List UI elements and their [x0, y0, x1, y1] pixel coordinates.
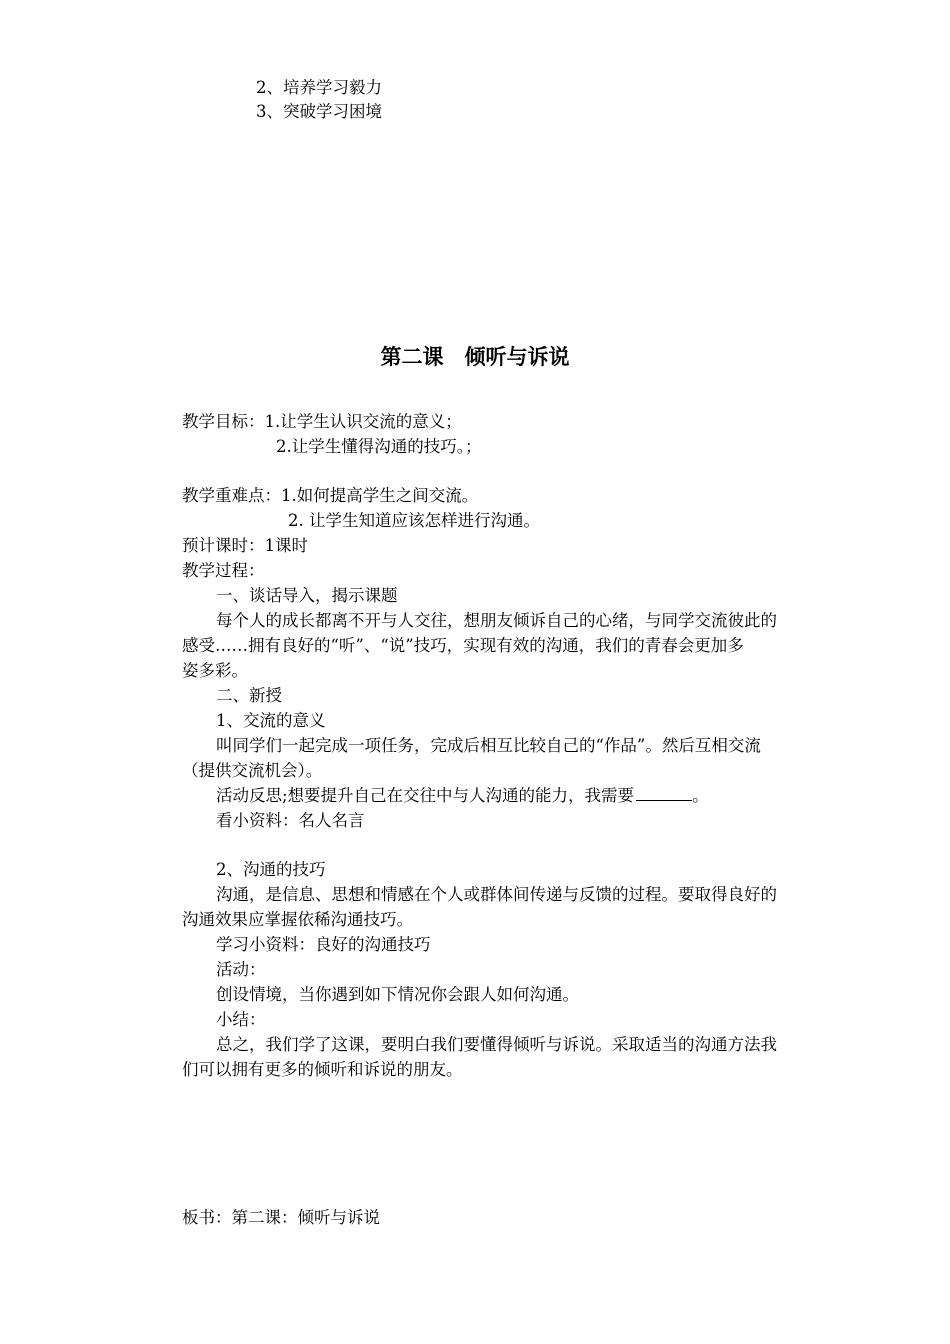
- paragraph-line: 叫同学们一起完成一项任务，完成后相互比较自己的“作品”。然后互相交流: [216, 736, 761, 755]
- lesson-title: 第二课 倾听与诉说: [380, 345, 570, 369]
- summary-label: 小结：: [216, 1010, 266, 1029]
- goals-label: [182, 410, 462, 434]
- paragraph-line: 感受……拥有良好的“听”、“说”技巧，实现有效的沟通，我们的青春会更加多: [182, 636, 744, 655]
- activity-label: 活动：: [216, 960, 266, 979]
- paragraph-line: 姿多彩。: [182, 661, 248, 680]
- paragraph-line: 总之，我们学了这课，要明白我们要懂得倾听与诉说。采取适当的沟通方法我: [216, 1035, 777, 1054]
- subsection-heading: 1、交流的意义: [216, 711, 326, 730]
- key-point-item: 2. 让学生知道应该怎样进行沟通。: [288, 511, 540, 530]
- fill-in-blank: [636, 784, 692, 801]
- section-heading: 一、谈话导入，揭示课题: [216, 586, 398, 605]
- scenario-line: 创设情境，当你遇到如下情况你会跟人如何沟通。: [216, 985, 579, 1004]
- duration: 预计课时：1课时: [182, 536, 308, 555]
- subsection-heading: 2、沟通的技巧: [216, 860, 326, 879]
- goal-item: 1.让学生认识交流的意义；: [264, 412, 462, 431]
- list-item: 2、培养学习毅力: [256, 78, 382, 97]
- paragraph-line: 沟通效果应掌握依稀沟通技巧。: [182, 910, 413, 929]
- board-writing: 板书：第二课：倾听与诉说: [182, 1208, 380, 1227]
- paragraph-line: 每个人的成长都离不开与人交往，想朋友倾诉自己的心绪，与同学交流彼此的: [216, 611, 777, 630]
- paragraph-line: 沟通，是信息、思想和情感在个人或群体间传递与反馈的过程。要取得良好的: [216, 885, 777, 904]
- reflection-line: [216, 784, 709, 808]
- reflection-text: 活动反思;想要提升自己在交往中与人沟通的能力，我需要: [216, 786, 635, 805]
- paragraph-line: （提供交流机会）。: [182, 761, 323, 780]
- goal-item: 2.让学生懂得沟通的技巧。；: [276, 437, 482, 456]
- key-points-label: [182, 484, 478, 508]
- key-points-label-text: 教学重难点：: [182, 486, 281, 505]
- section-heading: 二、新授: [216, 686, 282, 705]
- reflection-end: 。: [692, 786, 709, 805]
- goals-label-text: 教学目标：: [182, 412, 265, 431]
- paragraph-line: 们可以拥有更多的倾听和诉说的朋友。: [182, 1060, 463, 1079]
- key-point-item: 1.如何提高学生之间交流。: [281, 486, 479, 505]
- list-item: 3、突破学习困境: [256, 102, 382, 121]
- process-label: 教学过程：: [182, 561, 265, 580]
- material-line: 看小资料：名人名言: [216, 811, 365, 830]
- material-line: 学习小资料：良好的沟通技巧: [216, 935, 431, 954]
